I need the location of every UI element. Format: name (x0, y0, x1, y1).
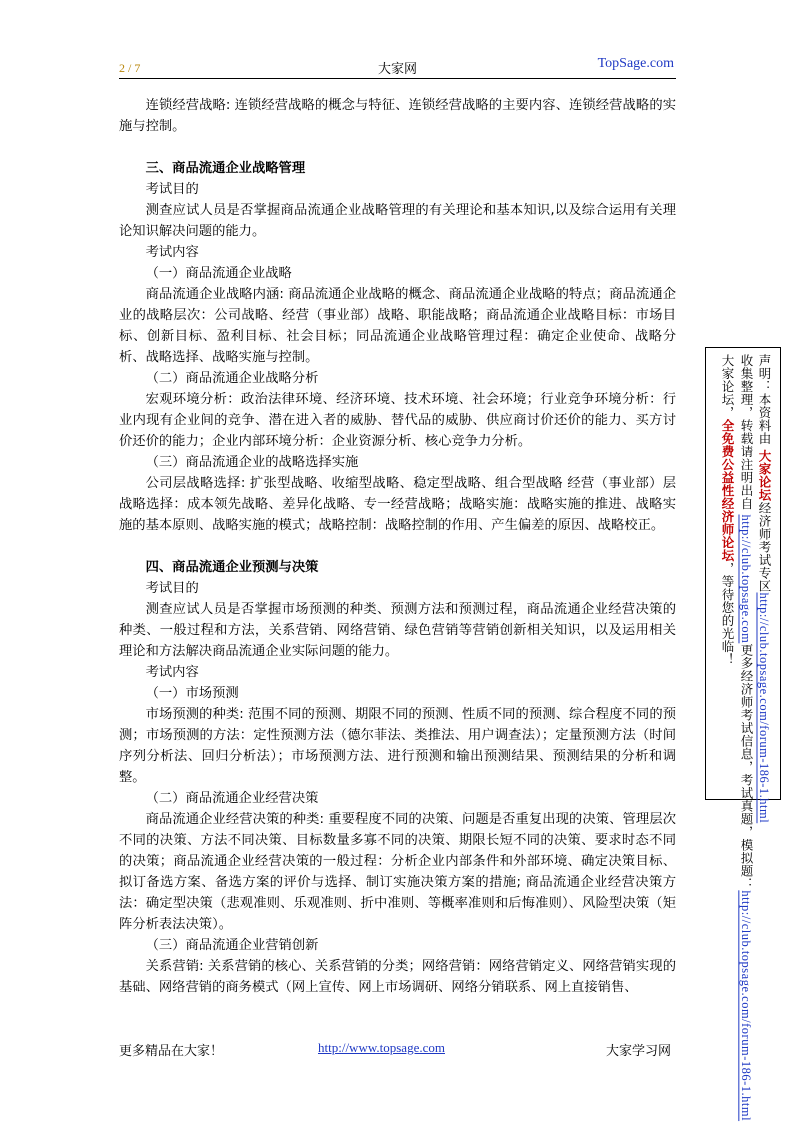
paragraph: 商品流通企业战略内涵: 商品流通企业战略的概念、商品流通企业战略的特点；商品流通企业的战略层次：公司战略、经营（事业部）战略、职能战略；商品流通企业战略目标：市场目标、创新目标、盈利目标、社会目标；同品流通企业战略管理过程：确定企业使命、战略分析、战略选择、战略实施与控制。 (119, 287, 676, 365)
forum-link-2[interactable]: http://club.topsage.com/forum-186-1.html (739, 890, 753, 1122)
notice-text: 经济师考试专区 (757, 501, 772, 593)
notice-text: 收集整理，转载请注明出自 (739, 354, 754, 515)
subheading: 考试内容 (145, 245, 199, 260)
notice-column-2 (738, 354, 754, 1121)
paragraph: 商品流通企业经营决策的种类: 重要程度不同的决策、问题是否重复出现的决策、管理层次不同的决策、方法不同决策、目标数量多寡不同的决策、期限长短不同的决策、要求时态不同的决策；商品流通企业经营决策的一般过程：分析企业内部条件和外部环境、确定决策目标、拟订备选方案、备选方案的评价与选择、制订实施决策方案的措施; 商品流通企业经营决策方法：确定型决策（悲观准则、乐观准则、折中准则、等概率准则和后悔准则）、风险型决策（矩阵分析表法决策）。 (119, 812, 676, 932)
paragraph: 关系营销: 关系营销的核心、关系营销的分类；网络营销：网络营销定义、网络营销实现的基础、网络营销的商务模式（网上宣传、网上市场调研、网络分销联系、网上直接销售、 (119, 959, 676, 995)
club-link[interactable]: http://club.topsage.com (739, 514, 753, 644)
subheading: （二）商品流通企业经营决策 (145, 791, 319, 806)
paragraph: 宏观环境分析：政治法律环境、经济环境、技术环境、社会环境；行业竞争环境分析：行业内现有企业间的竞争、潜在进入者的威胁、替代品的威胁、供应商讨价还价的能力、买方讨价还价的能力；企业内部环境分析：企业资源分析、核心竞争力分析。 (119, 392, 676, 449)
header-site-link[interactable]: TopSage.com (597, 56, 674, 71)
subheading: （二）商品流通企业战略分析 (145, 371, 319, 386)
document-body (119, 95, 676, 998)
brand-link[interactable]: 大家论坛 (757, 449, 772, 502)
subheading: 考试目的 (145, 182, 199, 197)
subheading: （一）市场预测 (145, 686, 239, 701)
subheading: 考试内容 (145, 665, 199, 680)
notice-text: ，等待您的光临！ (720, 562, 735, 666)
footer-slogan: 更多精品在大家！ (119, 1044, 224, 1059)
paragraph: 公司层战略选择: 扩张型战略、收缩型战略、稳定型战略、组合型战略 经营（事业部）层战略选择：成本领先战略、差异化战略、专一经营战略；战略实施：战略实施的推进、战略实施的基本原则、战略实施的模式；战略控制：战略控制的作用、产生偏差的原因、战略校正。 (119, 476, 676, 533)
page-header (119, 56, 676, 79)
forum-link[interactable]: http://club.topsage.com/forum-186-1.html (757, 592, 771, 824)
subheading: 考试目的 (145, 581, 199, 596)
subheading: （三）商品流通企业的战略选择实施 (145, 455, 359, 470)
paragraph: 市场预测的种类: 范围不同的预测、期限不同的预测、性质不同的预测、综合程度不同的预测；市场预测的方法：定性预测方法（德尔菲法、类推法、用户调查法）；定量预测方法（时间序列分析法、回归分析法）；市场预测方法、进行预测和输出预测结果、预测结果的分析和调整。 (119, 707, 676, 785)
paragraph: 测查应试人员是否掌握商品流通企业战略管理的有关理论和基本知识,以及综合运用有关理论知识解决问题的能力。 (119, 203, 676, 239)
page-number: 2 / 7 (119, 61, 141, 75)
sidebar-notice (705, 347, 781, 1122)
notice-text: 更多经济师考试信息，考试真题，模拟题： (739, 643, 754, 891)
header-title: 大家网 (377, 62, 417, 77)
notice-column-3 (720, 354, 735, 666)
paragraph-gap (119, 137, 676, 158)
subheading: （一）商品流通企业战略 (145, 266, 292, 281)
section-heading: 四、商品流通企业预测与决策 (145, 560, 319, 575)
footer-site-name: 大家学习网 (605, 1044, 671, 1059)
notice-text: 声明：本资料由 (757, 354, 772, 450)
notice-text: 大家论坛， (720, 354, 735, 419)
free-forum-label[interactable]: 全免费公益性经济师论坛 (720, 419, 735, 562)
paragraph: 测查应试人员是否掌握市场预测的种类、预测方法和预测过程，商品流通企业经营决策的种类、一般过程和方法，关系营销、网络营销、绿色营销等营销创新相关知识，以及运用相关理论和方法解决商品流通企业实际问题的能力。 (119, 602, 676, 659)
paragraph-gap (119, 536, 676, 557)
section-heading: 三、商品流通企业战略管理 (145, 161, 306, 176)
paragraph: 连锁经营战略: 连锁经营战略的概念与特征、连锁经营战略的主要内容、连锁经营战略的实施与控制。 (119, 98, 676, 134)
subheading: （三）商品流通企业营销创新 (145, 938, 319, 953)
footer-link[interactable]: http://www.topsage.com (318, 1040, 445, 1055)
notice-column-1 (756, 354, 772, 823)
